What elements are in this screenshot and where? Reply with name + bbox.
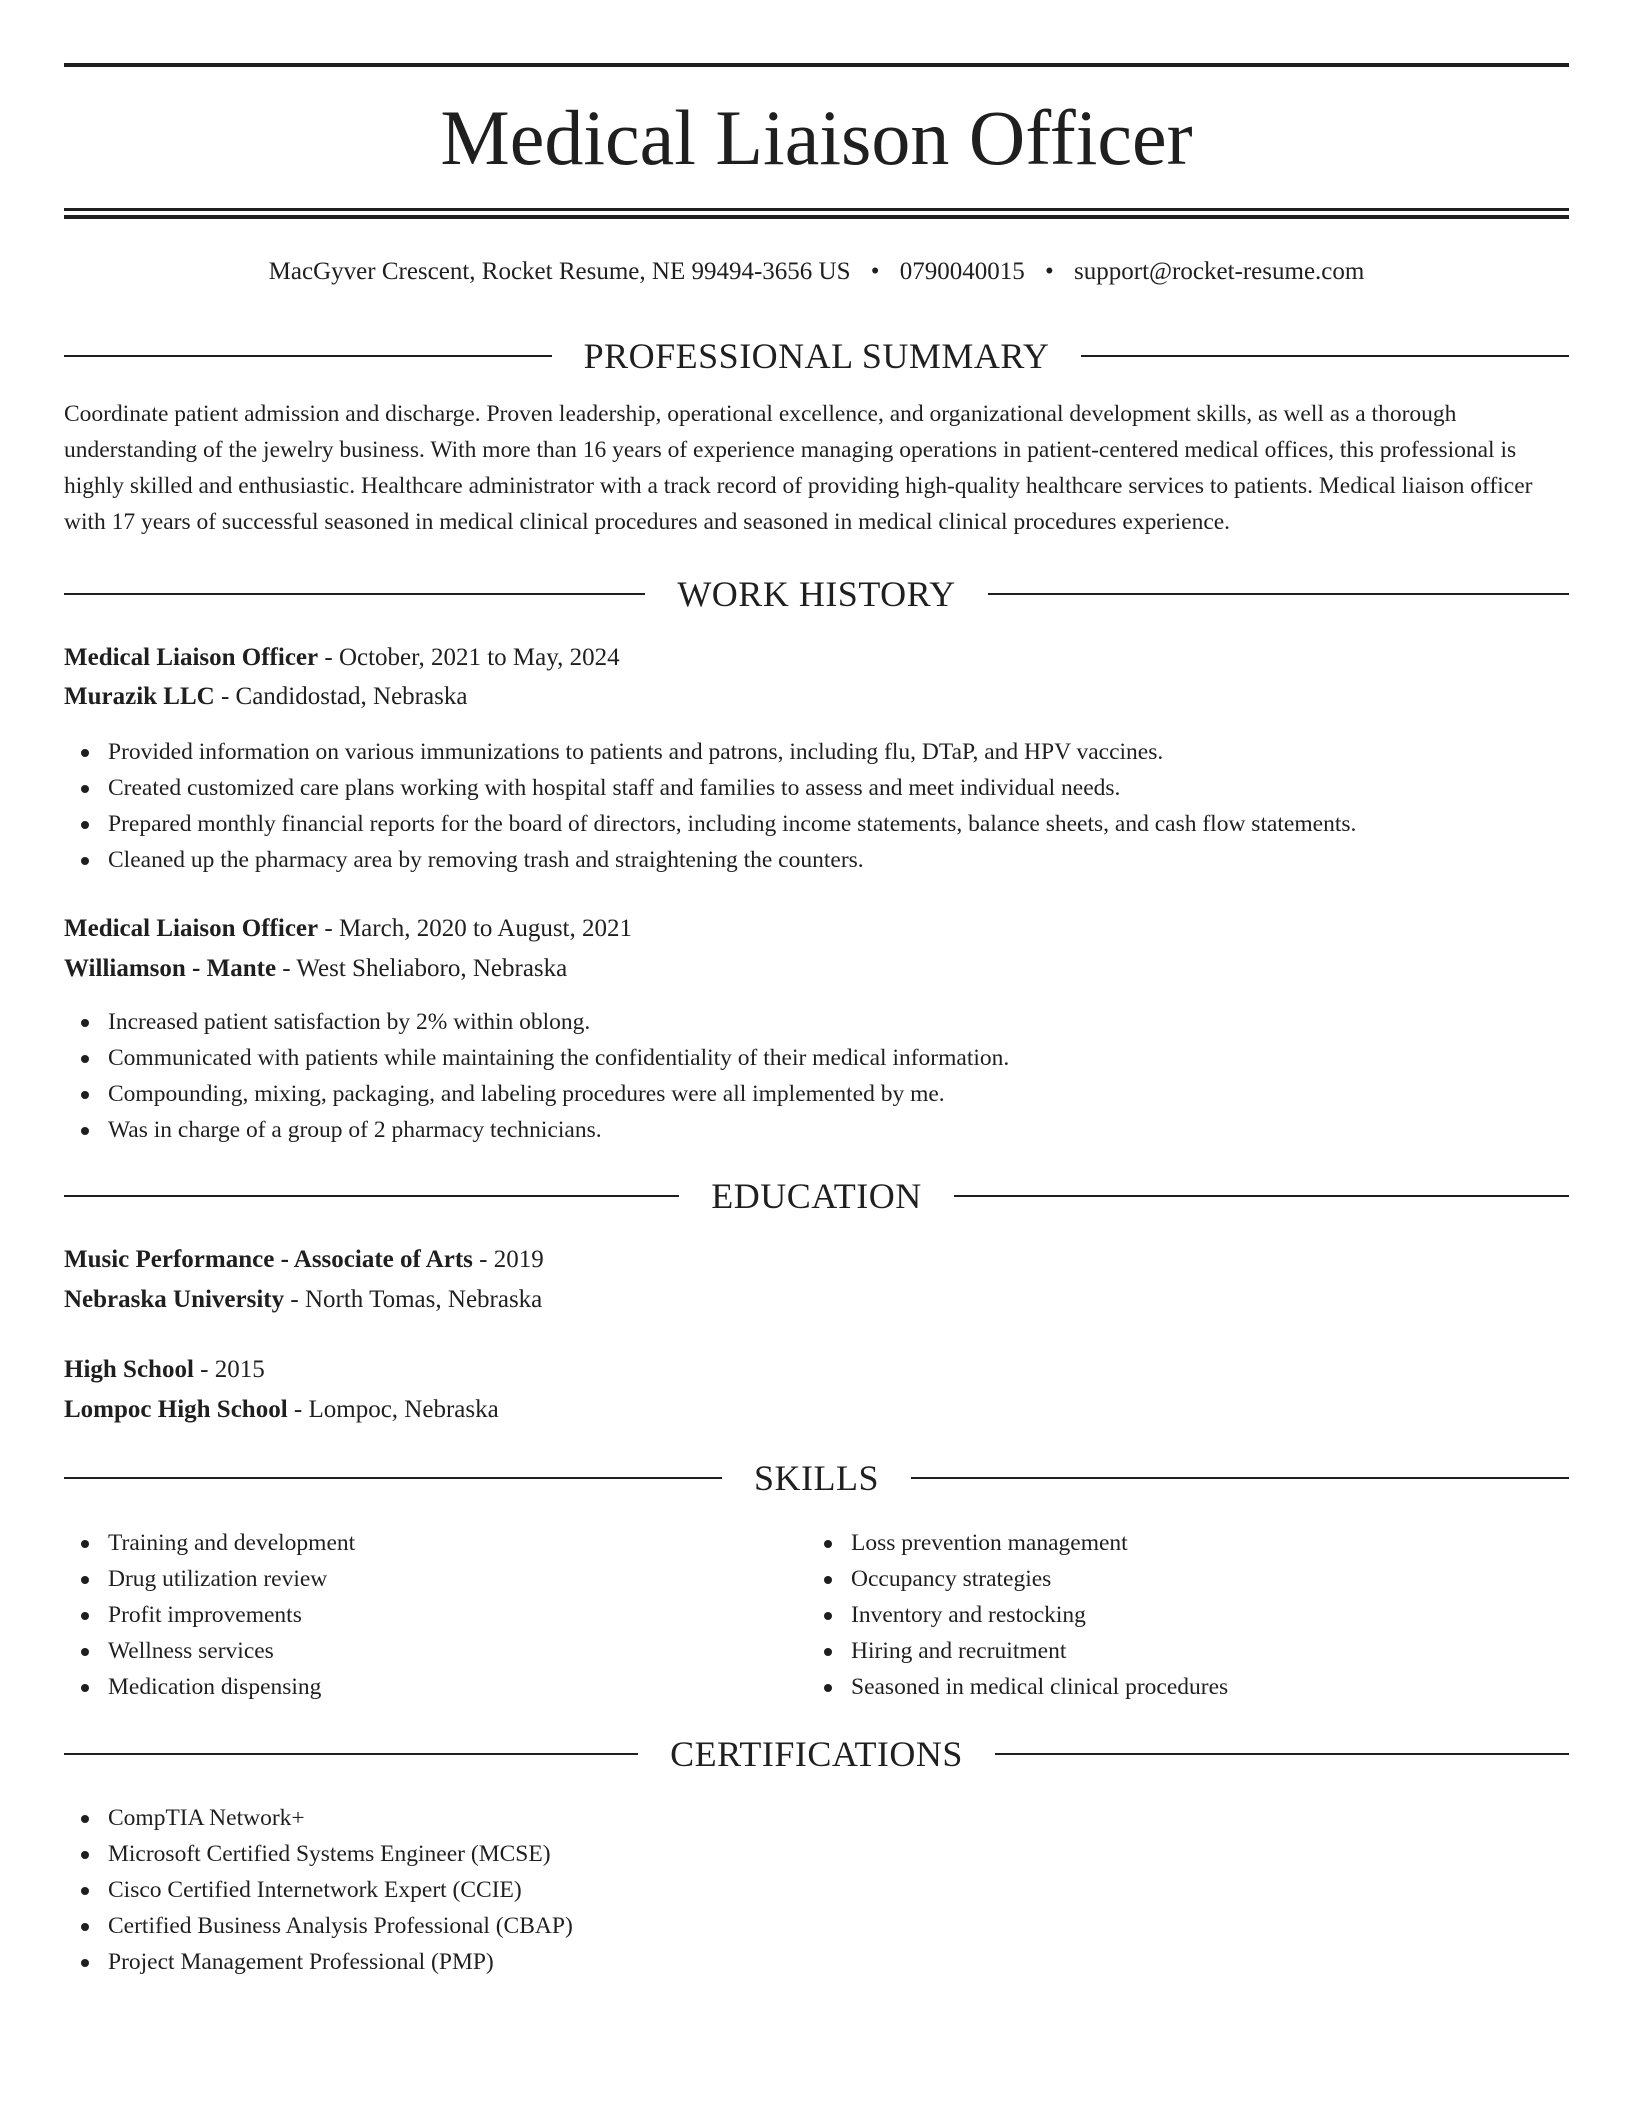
summary-text: Coordinate patient admission and discharge. Proven leadership, operational excellence, and organizational development skills, as well as a thorough understanding of the jewelry business. With more than 16 years of experience managing operations in patient-centered medical offices, this professional is highly skilled and enthusiastic. Healthcare administrator with a track record of providing high-quality healthcare services to patients. Medical liaison officer with 17 years of successful seasoned in medical clinical procedures and seasoned in medical clinical procedures experience. <box>64 401 1533 535</box>
contact-separator: • <box>870 258 880 285</box>
title-rule-upper <box>64 208 1569 211</box>
list-item: Cisco Certified Internetwork Expert (CCIE) <box>64 1872 573 1908</box>
list-item: Seasoned in medical clinical procedures <box>807 1669 1507 1705</box>
section-title: CERTIFICATIONS <box>670 1734 963 1774</box>
title-rule-lower <box>64 215 1569 219</box>
list-item: Created customized care plans working with hospital staff and families to assess and meet individual needs. <box>64 770 1356 806</box>
section-heading-skills <box>64 1456 1569 1500</box>
job-company-line <box>64 680 1569 714</box>
contact-email: support@rocket-resume.com <box>1074 258 1365 285</box>
list-item: Project Management Professional (PMP) <box>64 1944 573 1980</box>
contact-separator: • <box>1045 258 1054 285</box>
list-item: Occupancy strategies <box>807 1561 1507 1597</box>
list-item: Increased patient satisfaction by 2% within oblong. <box>64 1004 1009 1040</box>
list-item: CompTIA Network+ <box>64 1800 573 1836</box>
list-item: Provided information on various immunizations to patients and patrons, including flu, DTaP, and HPV vaccines. <box>64 734 1356 770</box>
education-school-line <box>64 1393 1569 1427</box>
list-item: Communicated with patients while maintaining the confidentiality of their medical information. <box>64 1040 1009 1076</box>
job-company-line <box>64 952 1569 986</box>
education-location: - Lompoc, Nebraska <box>287 1396 499 1423</box>
section-heading-summary <box>64 334 1569 378</box>
divider <box>64 355 552 357</box>
certifications-list <box>64 1800 573 1980</box>
education-degree: High School <box>64 1356 194 1383</box>
job-dates: - October, 2021 to May, 2024 <box>318 644 620 671</box>
education-degree-line <box>64 1353 1569 1387</box>
list-item: Prepared monthly financial reports for the board of directors, including income statements, balance sheets, and cash flow statements. <box>64 806 1356 842</box>
education-location: - North Tomas, Nebraska <box>284 1286 543 1313</box>
education-degree-line <box>64 1243 1569 1277</box>
section-title: PROFESSIONAL SUMMARY <box>583 336 1050 376</box>
list-item: Drug utilization review <box>64 1561 764 1597</box>
job-dates: - March, 2020 to August, 2021 <box>318 915 632 942</box>
list-item: Medication dispensing <box>64 1669 764 1705</box>
education-degree: Music Performance - Associate of Arts <box>64 1246 473 1273</box>
section-heading-education <box>64 1174 1569 1218</box>
list-item: Was in charge of a group of 2 pharmacy technicians. <box>64 1112 1009 1148</box>
list-item: Inventory and restocking <box>807 1597 1507 1633</box>
job-title-line <box>64 641 1569 675</box>
job-title: Medical Liaison Officer <box>64 644 319 671</box>
education-school: Lompoc High School <box>64 1396 288 1423</box>
job-location: - Candidostad, Nebraska <box>214 683 468 710</box>
job-location: - West Sheliaboro, Nebraska <box>276 955 568 982</box>
list-item: Cleaned up the pharmacy area by removing trash and straightening the counters. <box>64 842 1356 878</box>
job-company: Murazik LLC <box>64 683 215 710</box>
divider <box>995 1753 1569 1755</box>
divider <box>64 593 645 595</box>
section-title: EDUCATION <box>711 1176 922 1216</box>
job-title: Medical Liaison Officer <box>64 915 319 942</box>
divider <box>911 1477 1569 1479</box>
list-item: Wellness services <box>64 1633 764 1669</box>
education-school-line <box>64 1283 1569 1317</box>
list-item: Compounding, mixing, packaging, and labeling procedures were all implemented by me. <box>64 1076 1009 1112</box>
education-school: Nebraska University <box>64 1286 285 1313</box>
section-heading-work <box>64 572 1569 616</box>
section-heading-certifications <box>64 1732 1569 1776</box>
list-item: Certified Business Analysis Professional (CBAP) <box>64 1908 573 1944</box>
divider <box>64 1753 638 1755</box>
divider <box>1081 355 1569 357</box>
skills-list-left <box>64 1525 764 1705</box>
education-year: - 2019 <box>472 1246 544 1273</box>
list-item: Training and development <box>64 1525 764 1561</box>
job-bullets <box>64 734 1356 878</box>
list-item: Hiring and recruitment <box>807 1633 1507 1669</box>
divider <box>64 1195 679 1197</box>
job-title-line <box>64 912 1569 946</box>
top-rule <box>64 63 1569 67</box>
resume-title: Medical Liaison Officer <box>440 94 1193 181</box>
skills-list-right <box>807 1525 1507 1705</box>
education-year: - 2015 <box>193 1356 265 1383</box>
list-item: Profit improvements <box>64 1597 764 1633</box>
contact-line <box>64 255 1569 289</box>
job-company: Williamson - Mante <box>64 955 277 982</box>
contact-address: MacGyver Crescent, Rocket Resume, NE 99494-3656 US <box>268 258 851 285</box>
contact-phone: 0790040015 <box>899 258 1025 285</box>
divider <box>64 1477 722 1479</box>
section-title: WORK HISTORY <box>677 574 956 614</box>
list-item: Loss prevention management <box>807 1525 1507 1561</box>
divider <box>954 1195 1569 1197</box>
divider <box>988 593 1569 595</box>
section-title: SKILLS <box>754 1458 880 1498</box>
list-item: Microsoft Certified Systems Engineer (MCSE) <box>64 1836 573 1872</box>
job-bullets <box>64 1004 1009 1148</box>
